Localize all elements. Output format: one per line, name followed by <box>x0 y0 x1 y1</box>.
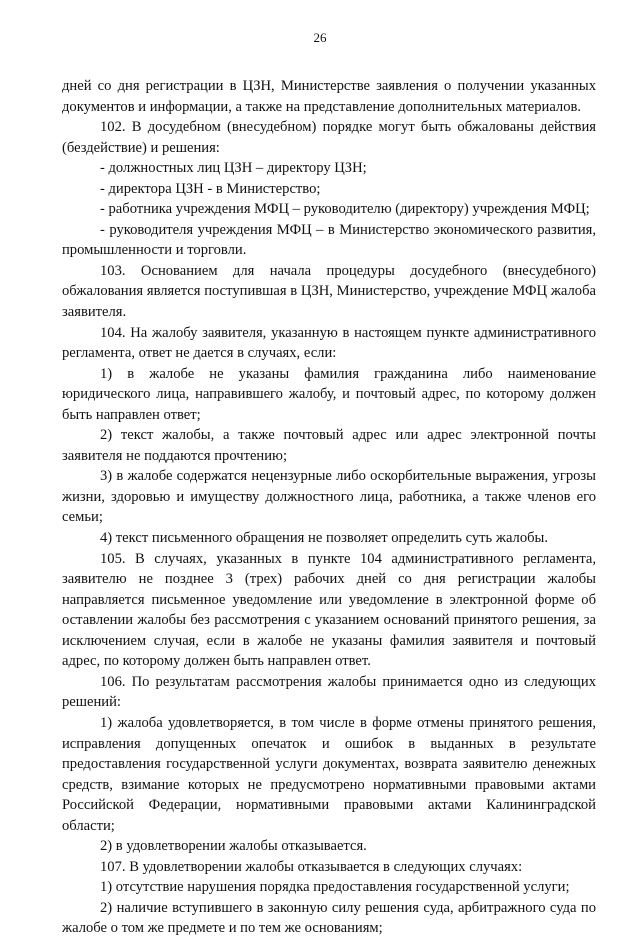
paragraph-107-item-1: 1) отсутствие нарушения порядка предоставления государственной услуги; <box>100 879 570 896</box>
paragraph-104: 104. На жалобу заявителя, указанную в настоящем пункте административного регламента, ответ не дается в случаях, если: <box>62 324 596 362</box>
paragraph-104-item-4: 4) текст письменного обращения не позволяет определить суть жалобы. <box>100 530 549 547</box>
document-body <box>62 76 596 939</box>
paragraph-104-item-3: 3) в жалобе содержатся нецензурные либо оскорбительные выражения, угрозы жизни, здоровью и имуществу должностного лица, работника, а также членов его семьи; <box>62 468 596 526</box>
paragraph-102-item-2: - директора ЦЗН - в Министерство; <box>100 180 321 197</box>
paragraph-continuation: дней со дня регистрации в ЦЗН, Министерстве заявления о получении указанных документов и информации, а также на представление дополнительных материалов. <box>62 78 596 115</box>
paragraph-104-item-2: 2) текст жалобы, а также почтовый адрес или адрес электронной почты заявителя не поддаются прочтению; <box>62 427 596 464</box>
paragraph-103: 103. Основанием для начала процедуры досудебного (внесудебного) обжалования является поступившая в ЦЗН, Министерство, учреждение МФЦ жалоба заявителя. <box>62 262 596 321</box>
paragraph-104-item-1: 1) в жалобе не указаны фамилия гражданина либо наименование юридического лица, направившего жалобу, и почтовый адрес, по которому должен быть направлен ответ; <box>62 365 596 423</box>
page-number: 26 <box>313 30 327 45</box>
paragraph-102: 102. В досудебном (внесудебном) порядке могут быть обжалованы действия (бездействие) и решения: <box>62 119 596 156</box>
paragraph-102-item-4: - руководителя учреждения МФЦ – в Министерство экономического развития, промышленности и торговли. <box>62 221 596 259</box>
paragraph-107-item-2: 2) наличие вступившего в законную силу решения суда, арбитражного суда по жалобе о том же предмете и по тем же основаниям; <box>62 899 596 937</box>
paragraph-106-item-1: 1) жалоба удовлетворяется, в том числе в форме отмены принятого решения, исправления допущенных опечаток и ошибок в выданных в результате предоставления государственной услуги документах, возврата заявителю денежных средств, взимание которых не предусмотрено нормативными правовыми актами Российской Федерации, нормативными правовыми актами Калининградской области; <box>62 714 596 834</box>
paragraph-106-item-2: 2) в удовлетворении жалобы отказывается. <box>100 838 367 855</box>
paragraph-102-item-3: - работника учреждения МФЦ – руководителю (директору) учреждения МФЦ; <box>100 201 590 218</box>
paragraph-107: 107. В удовлетворении жалобы отказывается в следующих случаях: <box>100 858 523 875</box>
paragraph-102-item-1: - должностных лиц ЦЗН – директору ЦЗН; <box>100 160 367 177</box>
paragraph-106: 106. По результатам рассмотрения жалобы принимается одно из следующих решений: <box>62 673 596 711</box>
paragraph-105: 105. В случаях, указанных в пункте 104 административного регламента, заявителю не позднее 3 (трех) рабочих дней со дня регистрации жалобы направляется письменное уведомление или уведомление в электронной форме об оставлении жалобы без рассмотрения с указанием оснований принятого решения, за исключением случая, если в жалобе не указаны фамилия заявителя и почтовый адрес, по которому должен быть направлен ответ. <box>62 550 596 670</box>
